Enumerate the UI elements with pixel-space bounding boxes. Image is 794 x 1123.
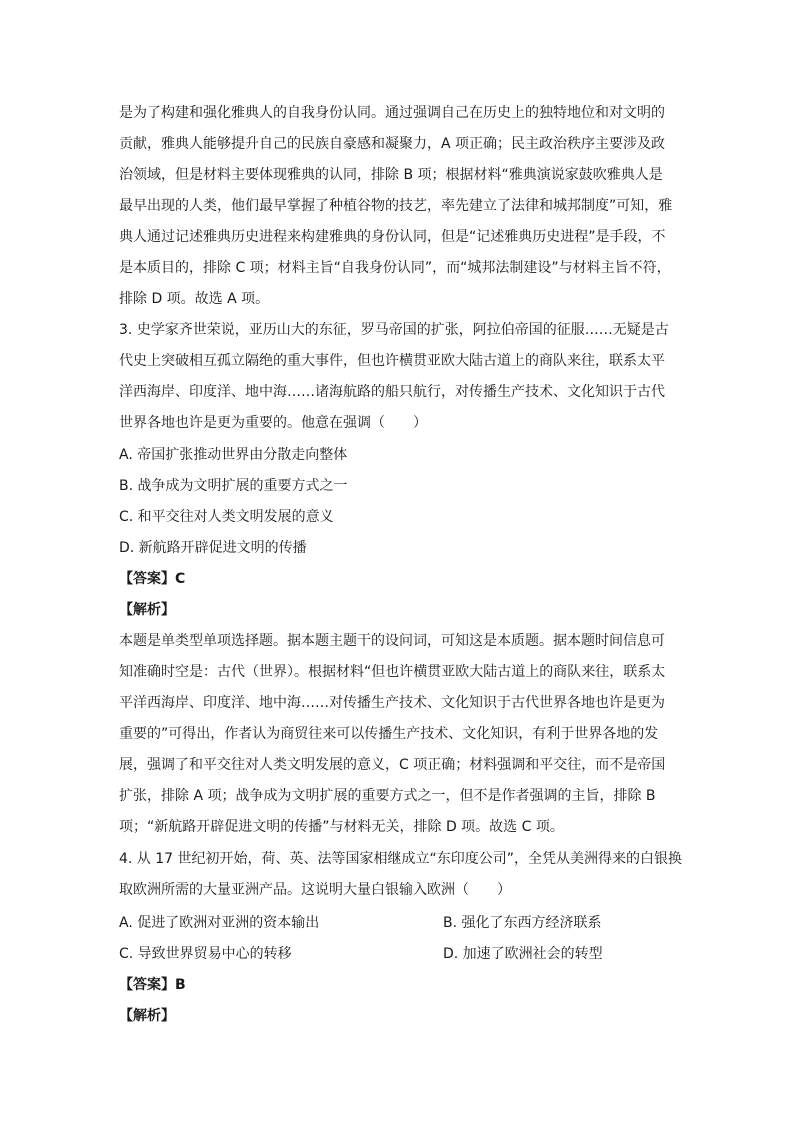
q3-option-a: A. 帝国扩张推动世界由分散走向整体: [119, 447, 348, 463]
q3-option-d: D. 新航路开辟促进文明的传播: [119, 540, 307, 556]
q3-analysis-label: 【解析】: [119, 602, 175, 618]
q4-stem-line: 取欧洲所需的大量亚洲产品。这说明大量白银输入欧洲（ ）: [119, 882, 511, 898]
q3-analysis-line: 知准确时空是：古代（世界）。根据材料“但也许横贯亚欧大陆古道上的商队来往，联系太: [119, 664, 666, 680]
q4-option-a: A. 促进了欧洲对亚洲的资本输出: [119, 915, 320, 931]
q3-answer: 【答案】C: [119, 571, 186, 587]
prev-analysis-line: 典人通过记述雅典历史进程来构建雅典的身份认同，但是“记述雅典历史进程”是手段，不: [119, 229, 666, 245]
q4-analysis-label: 【解析】: [119, 1008, 175, 1024]
q3-analysis-line: 展，强调了和平交往对人类文明发展的意义，C 项正确；材料强调和平交往，而不是帝国: [119, 757, 666, 773]
q3-analysis-line: 扩张，排除 A 项；战争成为文明扩展的重要方式之一，但不是作者强调的主旨，排除 B: [119, 788, 656, 804]
q3-stem-line: 世界各地也许是更为重要的。他意在强调（ ）: [119, 415, 427, 431]
q3-stem-line: 代史上突破相互孤立隔绝的重大事件，但也许横贯亚欧大陆古道上的商队来往，联系太平: [119, 353, 665, 369]
prev-analysis-line: 排除 D 项。故选 A 项。: [119, 291, 270, 307]
q3-analysis-line: 本题是单类型单项选择题。据本题主题干的设问词，可知这是本质题。据本题时间信息可: [119, 633, 665, 649]
q3-option-c: C. 和平交往对人类文明发展的意义: [119, 509, 334, 525]
q3-stem-line: 3. 史学家齐世荣说，亚历山大的东征，罗马帝国的扩张，阿拉伯帝国的征服……无疑是古: [119, 322, 669, 338]
prev-analysis-line: 是本质目的，排除 C 项；材料主旨“自我身份认同”，而“城邦法制建设”与材料主旨不符，: [119, 260, 671, 276]
q3-stem-line: 洋西海岸、印度洋、地中海……诸海航路的船只航行，对传播生产技术、文化知识于古代: [119, 384, 665, 400]
q4-answer: 【答案】B: [119, 977, 186, 993]
q4-option-c: C. 导致世界贸易中心的转移: [119, 946, 292, 962]
prev-analysis-line: 治领域，但是材料主要体现雅典的认同，排除 B 项；根据材料“雅典演说家鼓吹雅典人是: [119, 167, 663, 183]
q4-option-b: B. 强化了东西方经济联系: [443, 915, 602, 931]
q4-option-d: D. 加速了欧洲社会的转型: [443, 946, 603, 962]
prev-analysis-line: 贡献，雅典人能够提升自己的民族自豪感和凝聚力，A 项正确；民主政治秩序主要涉及政: [119, 136, 666, 152]
q3-analysis-line: 平洋西海岸、印度洋、地中海……对传播生产技术、文化知识于古代世界各地也许是更为: [119, 695, 665, 711]
q3-analysis-line: 项；“新航路开辟促进文明的传播”与材料无关，排除 D 项。故选 C 项。: [119, 819, 564, 835]
q4-stem-line: 4. 从 17 世纪初开始，荷、英、法等国家相继成立“东印度公司”，全凭从美洲得来的白银换: [119, 851, 683, 867]
prev-analysis-line: 是为了构建和强化雅典人的自我身份认同。通过强调自己在历史上的独特地位和对文明的: [119, 105, 665, 121]
q3-analysis-line: 重要的”可得出，作者认为商贸往来可以传播生产技术、文化知识，有利于世界各地的发: [119, 726, 659, 742]
q3-option-b: B. 战争成为文明扩展的重要方式之一: [119, 478, 348, 494]
prev-analysis-line: 最早出现的人类，他们最早掌握了种植谷物的技艺，率先建立了法律和城邦制度”可知，雅: [119, 198, 673, 214]
